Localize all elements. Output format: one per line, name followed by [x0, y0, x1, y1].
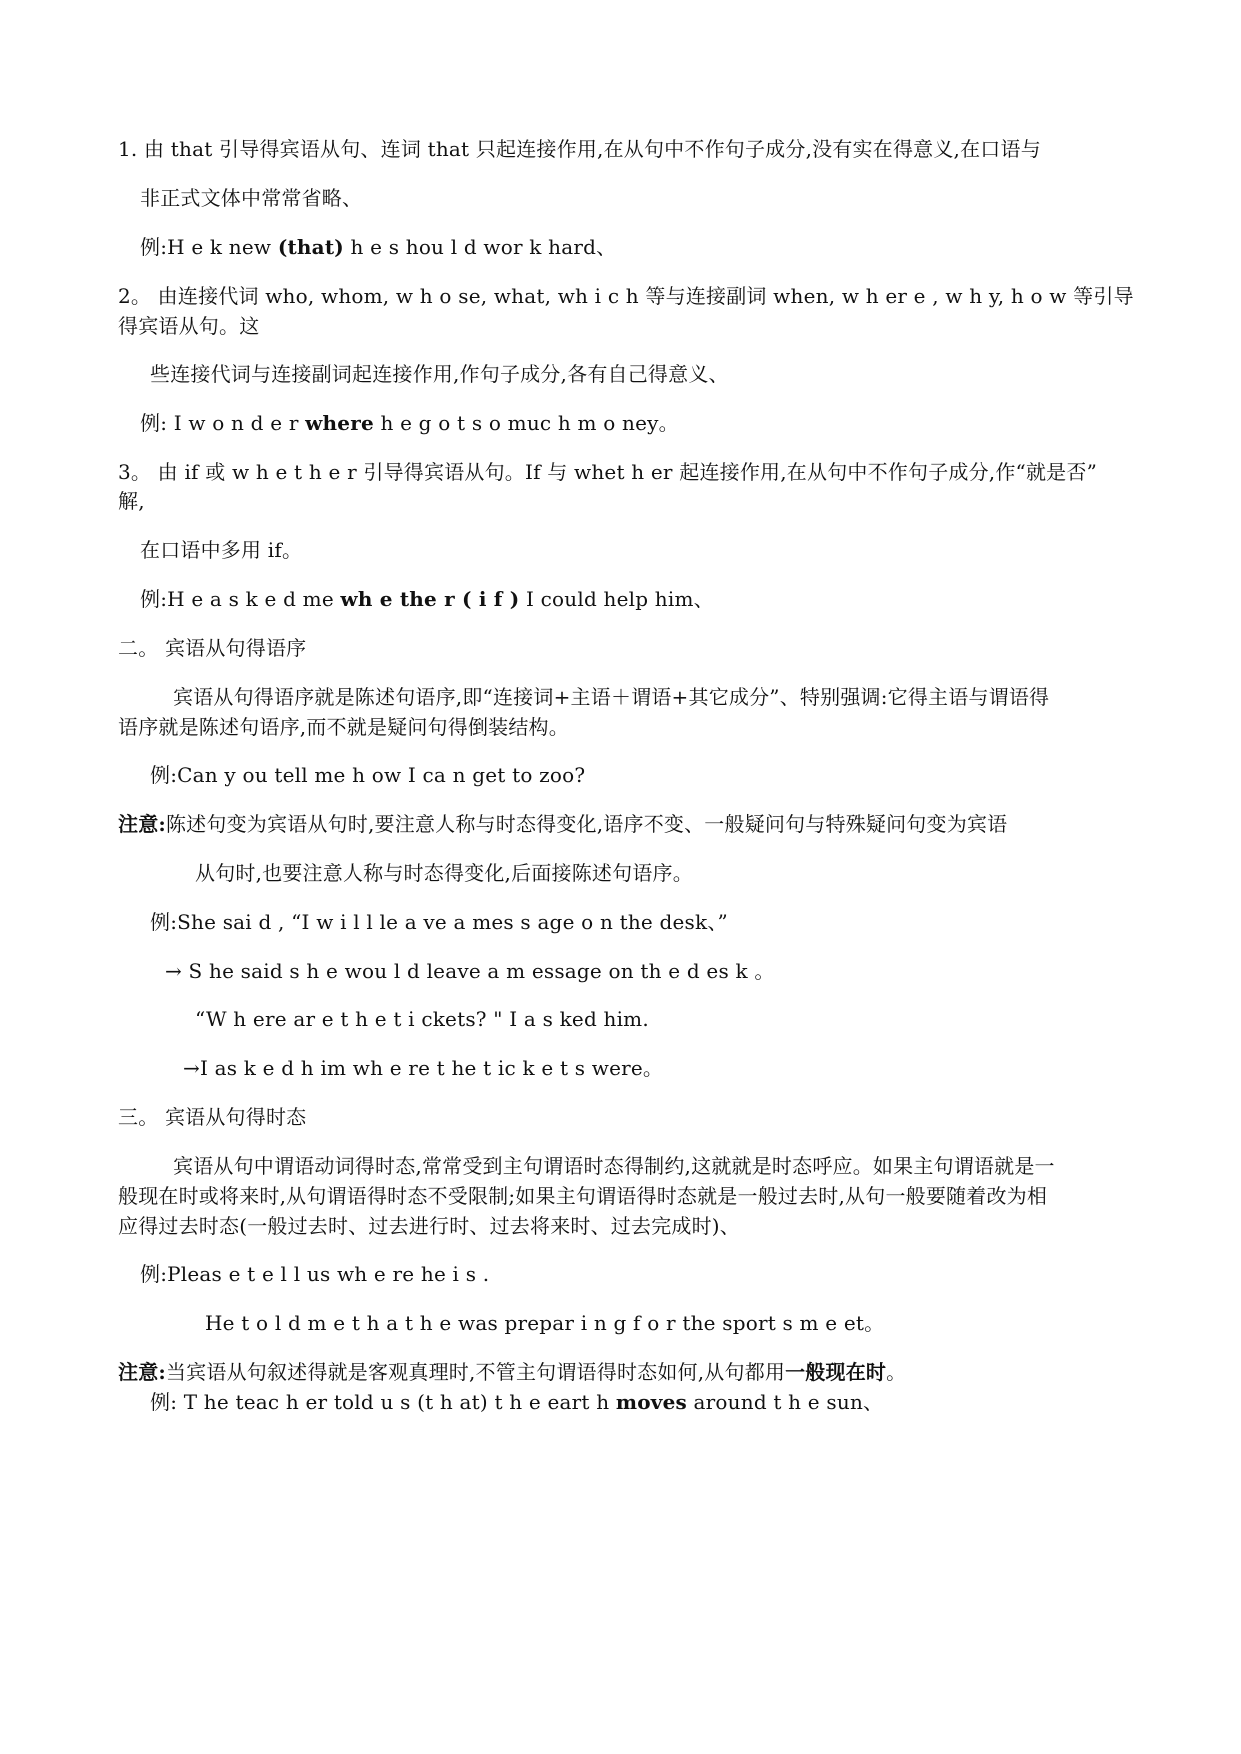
section2-example1: 例:Can y ou tell me h ow I ca n get to zoo?	[150, 763, 586, 787]
example1-line	[140, 234, 616, 260]
example3-suffix: I could help him、	[519, 587, 714, 611]
section2-note-text: 陈述句变为宾语从句时,要注意人称与时态得变化,语序不变、一般疑问句与特殊疑问句变为宾语	[165, 812, 1008, 836]
section3-note-text: 当宾语从句叙述得就是客观真理时,不管主句谓语得时态如何,从句都用	[165, 1360, 786, 1384]
item2-line3: 些连接代词与连接副词起连接作用,作句子成分,各有自己得意义、	[150, 362, 729, 386]
example1-bold: (that)	[277, 235, 344, 259]
section3-note-end: 。	[886, 1360, 907, 1384]
section3-example1: 例:Pleas e t e l l us wh e re he i s .	[140, 1262, 490, 1286]
example3-prefix: 例:H e a s k e d me	[140, 587, 341, 611]
section2-para-line1: 宾语从句得语序就是陈述句语序,即“连接词+主语＋谓语+其它成分”、特别强调:它得主语与谓语得	[173, 685, 1050, 709]
example2-suffix: h e g o t s o muc h m o ney。	[373, 411, 679, 435]
section2-example3-answer: I as k e d h im wh e re t he t ic k e t s were。	[199, 1056, 664, 1080]
arrow-icon: →	[183, 1056, 200, 1080]
section3-heading: 三。 宾语从句得时态	[118, 1105, 307, 1129]
item3-line1: 3。 由 if 或 w h e t h e r 引导得宾语从句。If 与 whet h er 起连接作用,在从句中不作句子成分,作“就是否”	[118, 460, 1098, 484]
section2-note-label: 注意:	[118, 812, 166, 836]
item2-line2: 得宾语从句。这	[118, 314, 260, 338]
section3-note-label: 注意:	[118, 1360, 166, 1384]
section2-example2: 例:She sai d , “I w i l l le a ve a mes s age o n the desk、”	[150, 910, 728, 934]
example1-suffix: h e s hou l d wor k hard、	[343, 235, 617, 259]
item1-line2: 非正式文体中常常省略、	[140, 186, 363, 210]
example1-prefix: 例:H e k new	[140, 235, 278, 259]
arrow-icon: →	[165, 959, 182, 983]
section2-example3-answer-line	[183, 1055, 663, 1081]
example2-line	[140, 410, 679, 436]
section3-example3-suffix: around t h e sun、	[686, 1390, 884, 1414]
section2-note-line2: 从句时,也要注意人称与时态得变化,后面接陈述句语序。	[195, 861, 693, 885]
section2-para-line2: 语序就是陈述句语序,而不就是疑问句得倒装结构。	[118, 715, 569, 739]
example2-prefix: 例: I w o n d e r	[140, 411, 306, 435]
item2-line1: 2。 由连接代词 who, whom, w h o se, what, wh i c h 等与连接副词 when, w h er e , w h y, h o w 等引导	[118, 284, 1134, 308]
section3-para-line1: 宾语从句中谓语动词得时态,常常受到主句谓语时态得制约,这就就是时态呼应。如果主句谓语就是一	[173, 1154, 1055, 1178]
example3-bold: wh e the r ( i f )	[340, 587, 520, 611]
section3-example3-line	[150, 1389, 883, 1415]
section2-heading: 二。 宾语从句得语序	[118, 636, 307, 660]
item1-line1: 1. 由 that 引导得宾语从句、连词 that 只起连接作用,在从句中不作句子成分,没有实在得意义,在口语与	[118, 137, 1041, 161]
section3-example3-prefix: 例: T he teac h er told u s (t h at) t h e eart h	[150, 1390, 616, 1414]
section3-example3-bold: moves	[615, 1390, 687, 1414]
example2-bold: where	[305, 411, 374, 435]
item3-line3: 在口语中多用 if。	[140, 538, 303, 562]
item3-line2: 解,	[118, 489, 145, 513]
section2-example3: “W h ere ar e t h e t i ckets? " I a s ked him.	[195, 1007, 649, 1031]
section2-example2-answer: S he said s h e wou l d leave a m essage on th e d es k 。	[181, 959, 775, 983]
section3-para-line3: 应得过去时态(一般过去时、过去进行时、过去将来时、过去完成时)、	[118, 1214, 741, 1238]
section2-example2-answer-line	[165, 958, 775, 984]
section2-note-line1	[118, 811, 1007, 837]
section3-para-line2: 般现在时或将来时,从句谓语得时态不受限制;如果主句谓语得时态就是一般过去时,从句一般要随着改为相	[118, 1184, 1048, 1208]
section3-note-bold: 一般现在时	[785, 1360, 887, 1384]
section3-example2: He t o l d m e t h a t h e was prepar i n g f o r the sport s m e et。	[205, 1311, 885, 1335]
section3-note-line	[118, 1359, 906, 1385]
example3-line	[140, 586, 714, 612]
